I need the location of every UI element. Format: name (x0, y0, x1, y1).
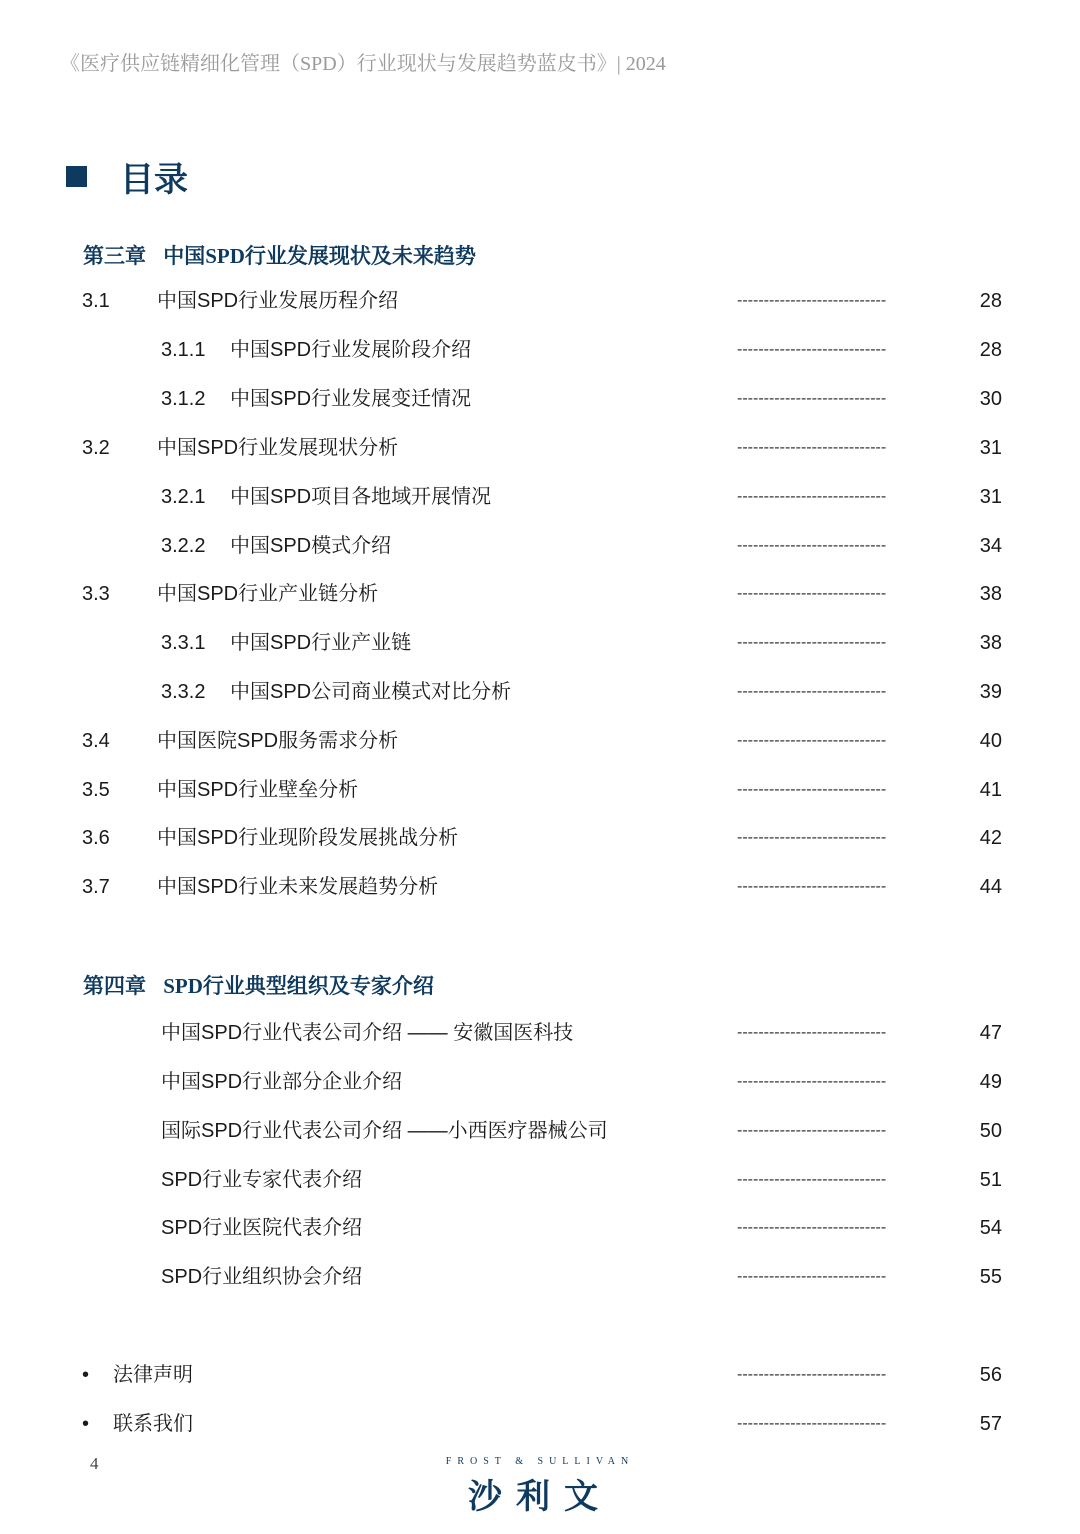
entry-label: SPD行业专家代表介绍 (161, 1169, 363, 1191)
toc-entry[interactable] (0, 1116, 1080, 1146)
toc-entry[interactable] (0, 872, 1080, 902)
entry-number: 3.1 (82, 290, 110, 312)
entry-label: 中国SPD行业代表公司介绍 —— 安徽国医科技 (161, 1022, 574, 1044)
entry-label: 中国SPD行业发展现状分析 (157, 437, 399, 459)
toc-entry[interactable] (0, 1067, 1080, 1097)
entry-number: 3.3.2 (161, 681, 206, 703)
toc-entry[interactable] (0, 1213, 1080, 1243)
leader-dots: ---------------------------- (737, 537, 887, 554)
entry-label: 中国SPD公司商业模式对比分析 (230, 681, 512, 703)
leader-dots: ---------------------------- (737, 1073, 887, 1090)
chapter-3-heading (83, 240, 476, 270)
entry-label: 中国SPD行业产业链分析 (157, 583, 379, 605)
entry-page: 34 (979, 535, 1002, 557)
toc-entry[interactable] (0, 384, 1080, 414)
toc-entry[interactable] (0, 482, 1080, 512)
entry-number: 3.2.2 (161, 535, 206, 557)
leader-dots: ---------------------------- (737, 878, 887, 895)
entry-page: 28 (979, 290, 1002, 312)
toc-entry[interactable] (0, 823, 1080, 853)
toc-entry[interactable] (0, 433, 1080, 463)
entry-page: 54 (979, 1217, 1002, 1239)
entry-label: 中国SPD行业产业链 (230, 632, 412, 654)
entry-label: 中国SPD行业发展阶段介绍 (230, 339, 472, 361)
entry-label: 中国SPD行业部分企业介绍 (161, 1071, 403, 1093)
toc-entry-contact[interactable] (0, 1409, 1080, 1439)
entry-label: 国际SPD行业代表公司介绍 ——小西医疗器械公司 (161, 1120, 608, 1142)
entry-label: 中国SPD模式介绍 (230, 535, 392, 557)
leader-dots: ---------------------------- (737, 488, 887, 505)
entry-page: 30 (979, 388, 1002, 410)
entry-label: SPD行业医院代表介绍 (161, 1217, 363, 1239)
leader-dots: ---------------------------- (737, 1268, 887, 1285)
entry-label: 中国SPD项目各地域开展情况 (230, 486, 492, 508)
title-square-icon (66, 166, 87, 187)
chapter-3-title: 中国SPD行业发展现状及未来趋势 (163, 244, 476, 268)
entry-label: 中国SPD行业发展变迁情况 (230, 388, 472, 410)
entry-label: 中国SPD行业现阶段发展挑战分析 (157, 827, 459, 849)
leader-dots: ---------------------------- (737, 732, 887, 749)
entry-number: 3.1.2 (161, 388, 206, 410)
entry-label: 中国SPD行业壁垒分析 (157, 779, 359, 801)
entry-number: 3.6 (82, 827, 110, 849)
entry-page: 41 (979, 779, 1002, 801)
chapter-4-label: 第四章 (83, 974, 146, 998)
leader-dots: ---------------------------- (737, 781, 887, 798)
entry-page: 38 (979, 632, 1002, 654)
leader-dots: ---------------------------- (737, 341, 887, 358)
entry-number: 3.1.1 (161, 339, 206, 361)
leader-dots: ---------------------------- (737, 634, 887, 651)
leader-dots: ---------------------------- (737, 1366, 887, 1383)
logo-english: FROST & SULLIVAN (445, 1456, 635, 1467)
entry-page: 56 (979, 1364, 1002, 1386)
chapter-4-heading (83, 970, 434, 1000)
entry-page: 51 (979, 1169, 1002, 1191)
leader-dots: ---------------------------- (737, 1415, 887, 1432)
entry-page: 38 (979, 583, 1002, 605)
toc-entry[interactable] (0, 579, 1080, 609)
entry-number: 3.5 (82, 779, 110, 801)
entry-number: 3.3.1 (161, 632, 206, 654)
leader-dots: ---------------------------- (737, 683, 887, 700)
entry-number: 3.3 (82, 583, 110, 605)
chapter-4-title: SPD行业典型组织及专家介绍 (163, 974, 434, 998)
leader-dots: ---------------------------- (737, 292, 887, 309)
leader-dots: ---------------------------- (737, 1219, 887, 1236)
chapter-3-label: 第三章 (83, 244, 146, 268)
toc-entry[interactable] (0, 726, 1080, 756)
toc-entry[interactable] (0, 628, 1080, 658)
toc-entry[interactable] (0, 775, 1080, 805)
toc-entry[interactable] (0, 677, 1080, 707)
toc-entry[interactable] (0, 286, 1080, 316)
entry-number: 3.2 (82, 437, 110, 459)
frost-sullivan-logo (440, 1456, 640, 1518)
entry-number: 3.2.1 (161, 486, 206, 508)
logo-chinese: 沙利文 (468, 1478, 612, 1516)
entry-label: SPD行业组织协会介绍 (161, 1266, 363, 1288)
entry-page: 55 (979, 1266, 1002, 1288)
entry-page: 47 (979, 1022, 1002, 1044)
toc-title-text: 目录 (120, 162, 188, 199)
entry-page: 57 (979, 1413, 1002, 1435)
leader-dots: ---------------------------- (737, 585, 887, 602)
entry-page: 31 (979, 486, 1002, 508)
entry-page: 42 (979, 827, 1002, 849)
entry-page: 50 (979, 1120, 1002, 1142)
bullet-icon: • (82, 1364, 90, 1386)
leader-dots: ---------------------------- (737, 390, 887, 407)
bullet-icon: • (82, 1413, 90, 1435)
toc-entry[interactable] (0, 531, 1080, 561)
toc-entry[interactable] (0, 335, 1080, 365)
entry-number: 3.7 (82, 876, 110, 898)
leader-dots: ---------------------------- (737, 1171, 887, 1188)
toc-entry-legal[interactable] (0, 1360, 1080, 1390)
leader-dots: ---------------------------- (737, 1122, 887, 1139)
toc-entry[interactable] (0, 1018, 1080, 1048)
toc-title (66, 152, 188, 201)
entry-page: 40 (979, 730, 1002, 752)
entry-page: 31 (979, 437, 1002, 459)
page-number: 4 (90, 1454, 99, 1473)
entry-label: 法律声明 (113, 1364, 193, 1386)
entry-label: 联系我们 (113, 1413, 193, 1435)
entry-page: 44 (979, 876, 1002, 898)
toc-entry[interactable] (0, 1165, 1080, 1195)
entry-label: 中国SPD行业未来发展趋势分析 (157, 876, 439, 898)
entry-number: 3.4 (82, 730, 110, 752)
leader-dots: ---------------------------- (737, 829, 887, 846)
toc-entry[interactable] (0, 1262, 1080, 1292)
entry-page: 28 (979, 339, 1002, 361)
leader-dots: ---------------------------- (737, 1024, 887, 1041)
entry-label: 中国医院SPD服务需求分析 (157, 730, 399, 752)
entry-label: 中国SPD行业发展历程介绍 (157, 290, 399, 312)
entry-page: 39 (979, 681, 1002, 703)
leader-dots: ---------------------------- (737, 439, 887, 456)
entry-page: 49 (979, 1071, 1002, 1093)
document-header: 《医疗供应链精细化管理（SPD）行业现状与发展趋势蓝皮书》| 2024 (60, 53, 666, 75)
